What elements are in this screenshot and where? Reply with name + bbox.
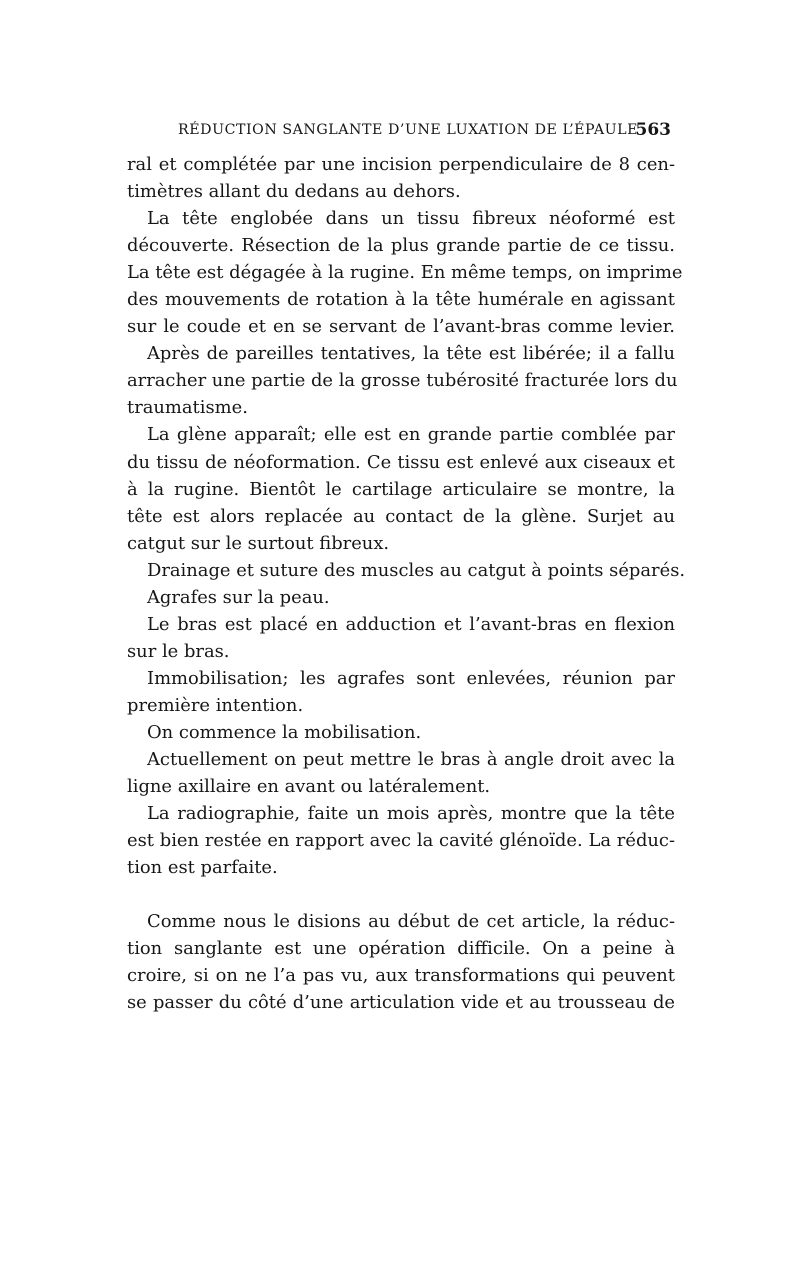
- paragraph-start-line: Agrafes sur la peau.: [147, 586, 330, 608]
- page-number: 563: [635, 120, 671, 140]
- text-line: tion sanglante est une opération difficile. On a peine à: [127, 938, 675, 960]
- section-gap: [127, 881, 675, 908]
- text-line: traumatisme.: [127, 397, 248, 419]
- paragraph-start-line: Actuellement on peut mettre le bras à angle droit avec la: [147, 749, 675, 771]
- main-text: [127, 151, 686, 1017]
- paragraph-start-line: La radiographie, faite un mois après, montre que la tête: [147, 803, 675, 825]
- paragraph-start-line: Comme nous le disions au début de cet article, la réduc-: [147, 911, 675, 933]
- text-line: découverte. Résection de la plus grande partie de ce tissu.: [127, 235, 675, 257]
- text-line: sur le bras.: [127, 640, 230, 662]
- text-line: est bien restée en rapport avec la cavité glénoïde. La réduc-: [127, 830, 675, 852]
- text-line: tête est alors replacée au contact de la glène. Surjet au: [127, 505, 675, 527]
- text-line: ral et complétée par une incision perpendiculaire de 8 cen-: [127, 154, 675, 175]
- paragraph-start-line: On commence la mobilisation.: [147, 721, 422, 743]
- text-line: se passer du côté d’une articulation vide et au trousseau de: [127, 992, 675, 1014]
- text-line: catgut sur le surtout fibreux.: [127, 532, 390, 554]
- running-head: [178, 119, 671, 141]
- text-line: du tissu de néoformation. Ce tissu est enlevé aux ciseaux et: [127, 451, 675, 473]
- text-line: des mouvements de rotation à la tête humérale en agissant: [127, 289, 675, 311]
- paragraph-start-line: La glène apparaît; elle est en grande partie comblée par: [147, 424, 675, 446]
- text-line: timètres allant du dedans au dehors.: [127, 181, 461, 203]
- paragraph-start-line: Immobilisation; les agrafes sont enlevées, réunion par: [147, 667, 675, 689]
- paragraph-start-line: La tête englobée dans un tissu fibreux néoformé est: [147, 208, 675, 230]
- text-line: tion est parfaite.: [127, 857, 278, 879]
- paragraph-start-line: Le bras est placé en adduction et l’avant-bras en flexion: [147, 613, 675, 635]
- paragraph-start-line: Drainage et suture des muscles au catgut à points séparés.: [147, 559, 686, 581]
- running-title: RÉDUCTION SANGLANTE D’UNE LUXATION DE L’ÉPAULE: [178, 122, 639, 138]
- text-line: croire, si on ne l’a pas vu, aux transformations qui peuvent: [127, 965, 675, 987]
- paragraph-start-line: Après de pareilles tentatives, la tête est libérée; il a fallu: [147, 343, 675, 365]
- text-line: sur le coude et en se servant de l’avant-bras comme levier.: [127, 316, 675, 338]
- text-line: première intention.: [127, 694, 304, 716]
- text-line: à la rugine. Bientôt le cartilage articulaire se montre, la: [127, 478, 675, 500]
- text-line: La tête est dégagée à la rugine. En même temps, on imprime: [127, 262, 683, 284]
- text-line: ligne axillaire en avant ou latéralement.: [127, 776, 491, 798]
- text-line: arracher une partie de la grosse tubérosité fracturée lors du: [127, 370, 678, 392]
